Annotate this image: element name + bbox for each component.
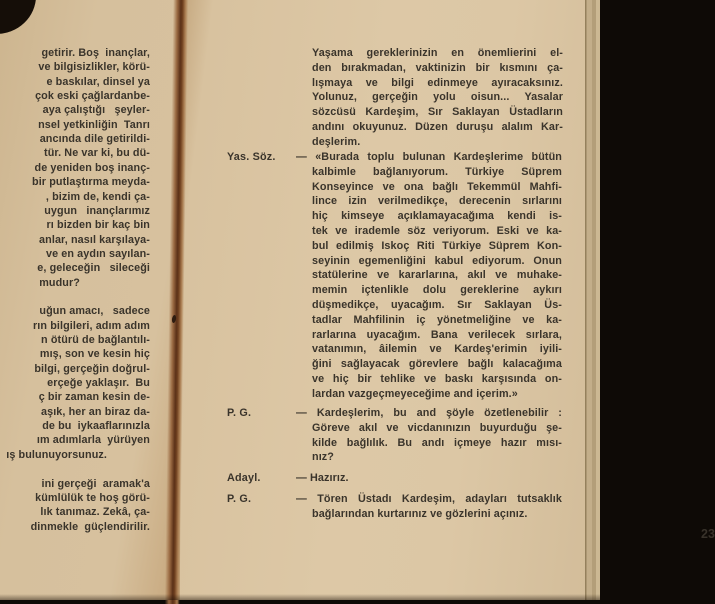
text-line: Göreve akıl ve vicdanınızın buyurduğu şe- [312,421,562,434]
text-line: — «Burada toplu bulunan Kardeşlerime bütün [296,151,562,163]
left-text-line: anlar, nasıl karşılaya- [39,233,150,246]
text-line: memin içtenlikle dolu gereklerine aykırı [312,284,562,297]
speaker-label: P. G. [227,493,252,505]
left-text-line: kümlülük te hoş görü- [35,491,150,504]
text-line: Yolunuz, gerçeğin yolu oisun... Yasalar [312,91,563,104]
text-line: tek ve irademle söz veriyorum. Eski ve ka- [312,224,562,237]
right-page [180,0,715,600]
text-line: bul edilmiş Iskoç Riti Türkiye Süprem Kon- [312,239,562,252]
text-line: — Tören Üstadı Kardeşim, adayları tutsaklık [296,493,562,505]
left-text-line: getirir. Boş inançlar, [41,47,150,59]
left-text-line: uygun inançlarımız [44,204,150,217]
left-text-line: ve bilgisizlikler, körü- [38,61,150,74]
left-text-line: ini gerçeği aramak'a [41,477,150,490]
left-page [0,0,180,600]
dialogue-block [296,471,562,486]
text-line: den bırakmadan, vaktinizin bir kısmını ça- [312,61,563,74]
text-line: kalbimle bağlanıyorum. Türkiye Süprem [312,165,562,178]
left-text-line: erçeğe yaklaşır. Bu [47,377,150,390]
text-line: ğini sağlayacak görevlere bağlı kalacağıma [312,358,562,371]
text-line: lardan vazgeçmeyeceğime and içerim.» [312,387,518,400]
left-text-line: , bizim de, kendi ça- [45,190,150,203]
left-text-line: çok eski çağlardanbe- [35,90,150,103]
left-text-line: rı bizden bir kaç bin [46,219,150,232]
speaker-label: P. G. [227,407,252,419]
text-line: — Kardeşlerim, bu and şöyle özetlenebilir : [296,407,562,419]
left-text-line: mudur? [39,276,80,289]
left-text-line: ve en aydın sayılan- [45,247,150,260]
text-line: kilde bağlılık. Bu andı içmeye hazır mısı- [312,436,562,449]
text-line: ve hiç bir tehlike ve baskı karşısında on- [312,372,562,385]
text-line: deşlerim. [312,135,361,148]
text-line: düşmedikçe, uyacağım. Sır Saklayan Üs- [312,298,562,311]
text-line: nız? [312,451,334,464]
left-text-line: aşık, her an biraz da- [40,405,150,418]
bottom-edge-shadow [0,594,600,600]
left-text-line: tür. Ne var ki, bu dü- [44,147,150,160]
left-text-line: ım adımlarla yürüyen [36,434,150,447]
speaker-label: Yas. Söz. [227,151,276,163]
text-line: sözcüsü Kardeşim, Sır Saklayan Üstadların [312,106,563,119]
left-text-line: ç bir zaman kesin de- [38,391,150,404]
left-text-line: n ötürü de bağlantılı- [41,334,150,346]
left-text-line: dinmekle güçlendirilir. [30,520,150,533]
page-corner-shadow [0,0,36,34]
left-text-line: lık tanımaz. Zekâ, ça- [40,506,150,519]
page-number: 23 [701,527,715,541]
text-line: bağlarından kurtarınız ve gözlerini açınız. [312,507,528,520]
left-text-line: de bu iykaaflarınızla [42,420,150,433]
left-text-line: aya çalıştığı şeyler- [42,104,150,117]
left-text-line: rın bilgileri, adım adım [33,319,150,332]
left-text-line: e, geleceğin sileceği [37,262,150,275]
text-line: Konseyince ve ona bağlı Tekemmül Mahfi- [312,180,562,193]
text-line: — Hazırız. [296,472,349,484]
left-text-line: bilgi, gerçeğin doğrul- [34,362,150,375]
left-text-line: ış bulunuyorsunuz. [6,448,107,461]
left-text-line: mış, son ve kesin hiç [39,348,150,361]
text-line: tadlar Mahfilinin iç yönetmeliğine ve ka- [312,313,562,326]
text-line: hiç kimseye açıklamayacağıma kendi is- [312,210,562,223]
left-text-line: bir putlaştırma meyda- [32,176,150,189]
paragraph-intro [312,46,563,150]
left-text-line: de yeniden boş inanç- [34,161,150,174]
dialogue-block [296,406,562,465]
dialogue-block [296,150,562,402]
left-text-line: nsel yetkinliğin Tanrı [38,118,150,131]
page-edge-stack [585,0,600,600]
dialogue-block [296,492,562,522]
text-line: statülerine ve kararlarına, akıl ve muhake- [312,269,562,282]
left-text-line: uğun amacı, sadece [39,305,150,318]
left-text-line: e baskılar, dinsel ya [46,75,150,88]
text-line: lışmaya ve bilgi edinmeye ayıracaksınız. [312,76,563,89]
text-line: vatanımın, âilemin ve Kardeş'erimin iyili- [312,343,562,356]
speaker-label: Adayl. [227,472,261,484]
text-line: Yaşama gereklerinizin en önemlierini el- [312,47,563,59]
text-line: rarlarına uyacağım. Bana verilecek sırlara, [312,328,562,341]
text-line: lince izin verilmedikçe, derecenin sırlarını [312,195,562,208]
text-line: seyinin egemenliğini kabul ediyorum. Onun [312,254,562,267]
left-text-line: ancında dile getirildi- [39,133,150,146]
text-line: andını okuyunuz. Düzen duruşu alalım Kar- [312,120,563,133]
